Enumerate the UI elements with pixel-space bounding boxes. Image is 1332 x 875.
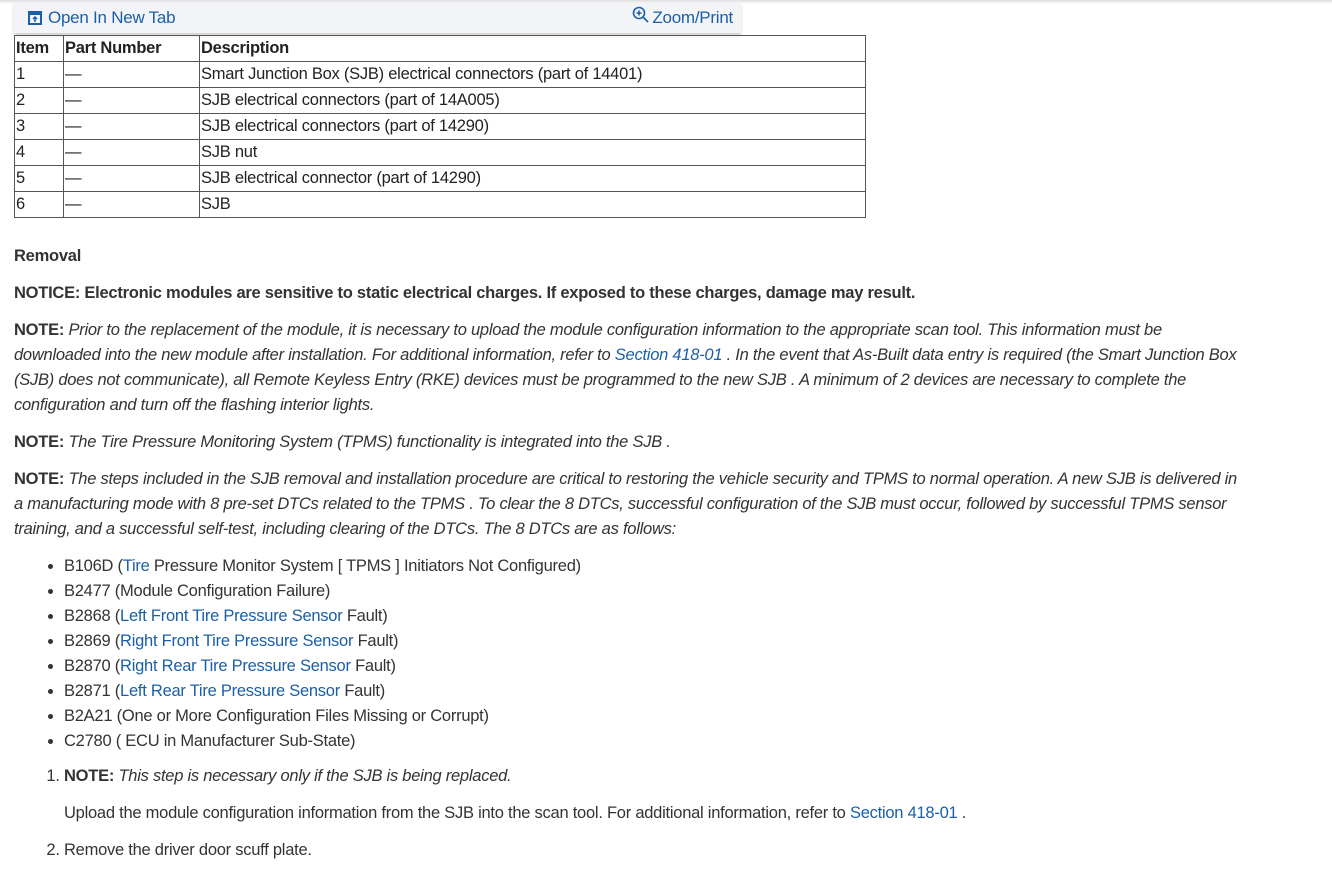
- table-cell: 5: [15, 166, 64, 192]
- open-new-tab-icon: [28, 11, 42, 25]
- procedure-content: [14, 244, 1244, 875]
- table-cell: 2: [15, 88, 64, 114]
- table-header-row: [15, 36, 866, 62]
- zoom-print-button[interactable]: [632, 8, 733, 28]
- open-new-tab-label: Open In New Tab: [48, 8, 176, 27]
- table-cell: 1: [15, 62, 64, 88]
- step-1: 1. NOTE: This step is necessary only if the SJB is being replaced. Upload the module configuration information from the SJB into the scan tool. For additional information, refer to Section 418-01 .: [64, 764, 1244, 826]
- table-row: [15, 88, 866, 114]
- table-cell: —: [64, 192, 200, 218]
- dtc-item: • B2869 (Right Front Tire Pressure Sensor Fault): [64, 629, 1244, 654]
- table-row: [15, 62, 866, 88]
- table-row: [15, 166, 866, 192]
- table-cell: SJB electrical connector (part of 14290): [200, 166, 866, 192]
- column-header: Part Number: [64, 36, 200, 62]
- dtc-list: [14, 554, 1244, 754]
- note-2: NOTE: The Tire Pressure Monitoring System (TPMS) functionality is integrated into the SJB .: [14, 433, 671, 451]
- table-cell: 6: [15, 192, 64, 218]
- dtc-item: • B2871 (Left Rear Tire Pressure Sensor Fault): [64, 679, 1244, 704]
- dtc-item: • B2A21 (One or More Configuration Files Missing or Corrupt): [64, 704, 1244, 729]
- steps-list: [14, 764, 1244, 863]
- table-cell: SJB electrical connectors (part of 14290): [200, 114, 866, 140]
- toolbar: [14, 3, 741, 33]
- section-418-01-link[interactable]: Section 418-01: [614, 346, 723, 364]
- table-cell: —: [64, 62, 200, 88]
- dtc-item: • B106D (Tire Pressure Monitor System [ TPMS ] Initiators Not Configured): [64, 554, 1244, 579]
- dtc-link[interactable]: Right Rear Tire Pressure Sensor: [120, 657, 351, 675]
- table-cell: 4: [15, 140, 64, 166]
- removal-heading: Removal: [14, 247, 82, 265]
- dtc-link[interactable]: Tire: [122, 557, 150, 575]
- table-cell: —: [64, 88, 200, 114]
- dtc-item: • B2477 (Module Configuration Failure): [64, 579, 1244, 604]
- table-cell: —: [64, 166, 200, 192]
- table-row: [15, 140, 866, 166]
- table-cell: SJB electrical connectors (part of 14A005): [200, 88, 866, 114]
- table-row: [15, 192, 866, 218]
- table-cell: —: [64, 114, 200, 140]
- zoom-print-label: Zoom/Print: [652, 8, 733, 27]
- notice: NOTICE: Electronic modules are sensitive to static electrical charges. If exposed to these charges, damage may result.: [14, 284, 916, 302]
- table-cell: SJB nut: [200, 140, 866, 166]
- zoom-icon: [632, 6, 650, 24]
- column-header: Item: [15, 36, 64, 62]
- table-row: [15, 114, 866, 140]
- column-header: Description: [200, 36, 866, 62]
- step-2: 2. Remove the driver door scuff plate.: [64, 838, 1244, 863]
- dtc-item: • C2780 ( ECU in Manufacturer Sub-State): [64, 729, 1244, 754]
- dtc-item: • B2868 (Left Front Tire Pressure Sensor Fault): [64, 604, 1244, 629]
- dtc-link[interactable]: Left Front Tire Pressure Sensor: [120, 607, 343, 625]
- section-418-01-link[interactable]: Section 418-01: [849, 804, 958, 822]
- note-3: NOTE: The steps included in the SJB removal and installation procedure are critical to restoring the vehicle security and TPMS to normal operation. A new SJB is delivered in a manufacturing mode with 8 pre-set DTCs related to the TPMS . To clear the 8 DTCs, successful configuration of the SJB must occur, followed by successful TPMS sensor training, and a successful self-test, including clearing of the DTCs. The 8 DTCs are as follows:: [14, 470, 1237, 538]
- table-cell: —: [64, 140, 200, 166]
- table-cell: SJB: [200, 192, 866, 218]
- table-cell: 3: [15, 114, 64, 140]
- parts-table: [14, 35, 866, 218]
- note-1: NOTE: Prior to the replacement of the module, it is necessary to upload the module configuration information to the appropriate scan tool. This information must be downloaded into the new module after installation. For additional information, refer to Section 418-01 . In the event that As-Built data entry is required (the Smart Junction Box (SJB) does not communicate), all Remote Keyless Entry (RKE) devices must be programmed to the new SJB . A minimum of 2 devices are necessary to complete the configuration and turn off the flashing interior lights.: [14, 321, 1237, 414]
- dtc-link[interactable]: Left Rear Tire Pressure Sensor: [120, 682, 340, 700]
- dtc-link[interactable]: Right Front Tire Pressure Sensor: [120, 632, 354, 650]
- dtc-item: • B2870 (Right Rear Tire Pressure Sensor Fault): [64, 654, 1244, 679]
- table-cell: Smart Junction Box (SJB) electrical connectors (part of 14401): [200, 62, 866, 88]
- open-new-tab-button[interactable]: [28, 8, 175, 28]
